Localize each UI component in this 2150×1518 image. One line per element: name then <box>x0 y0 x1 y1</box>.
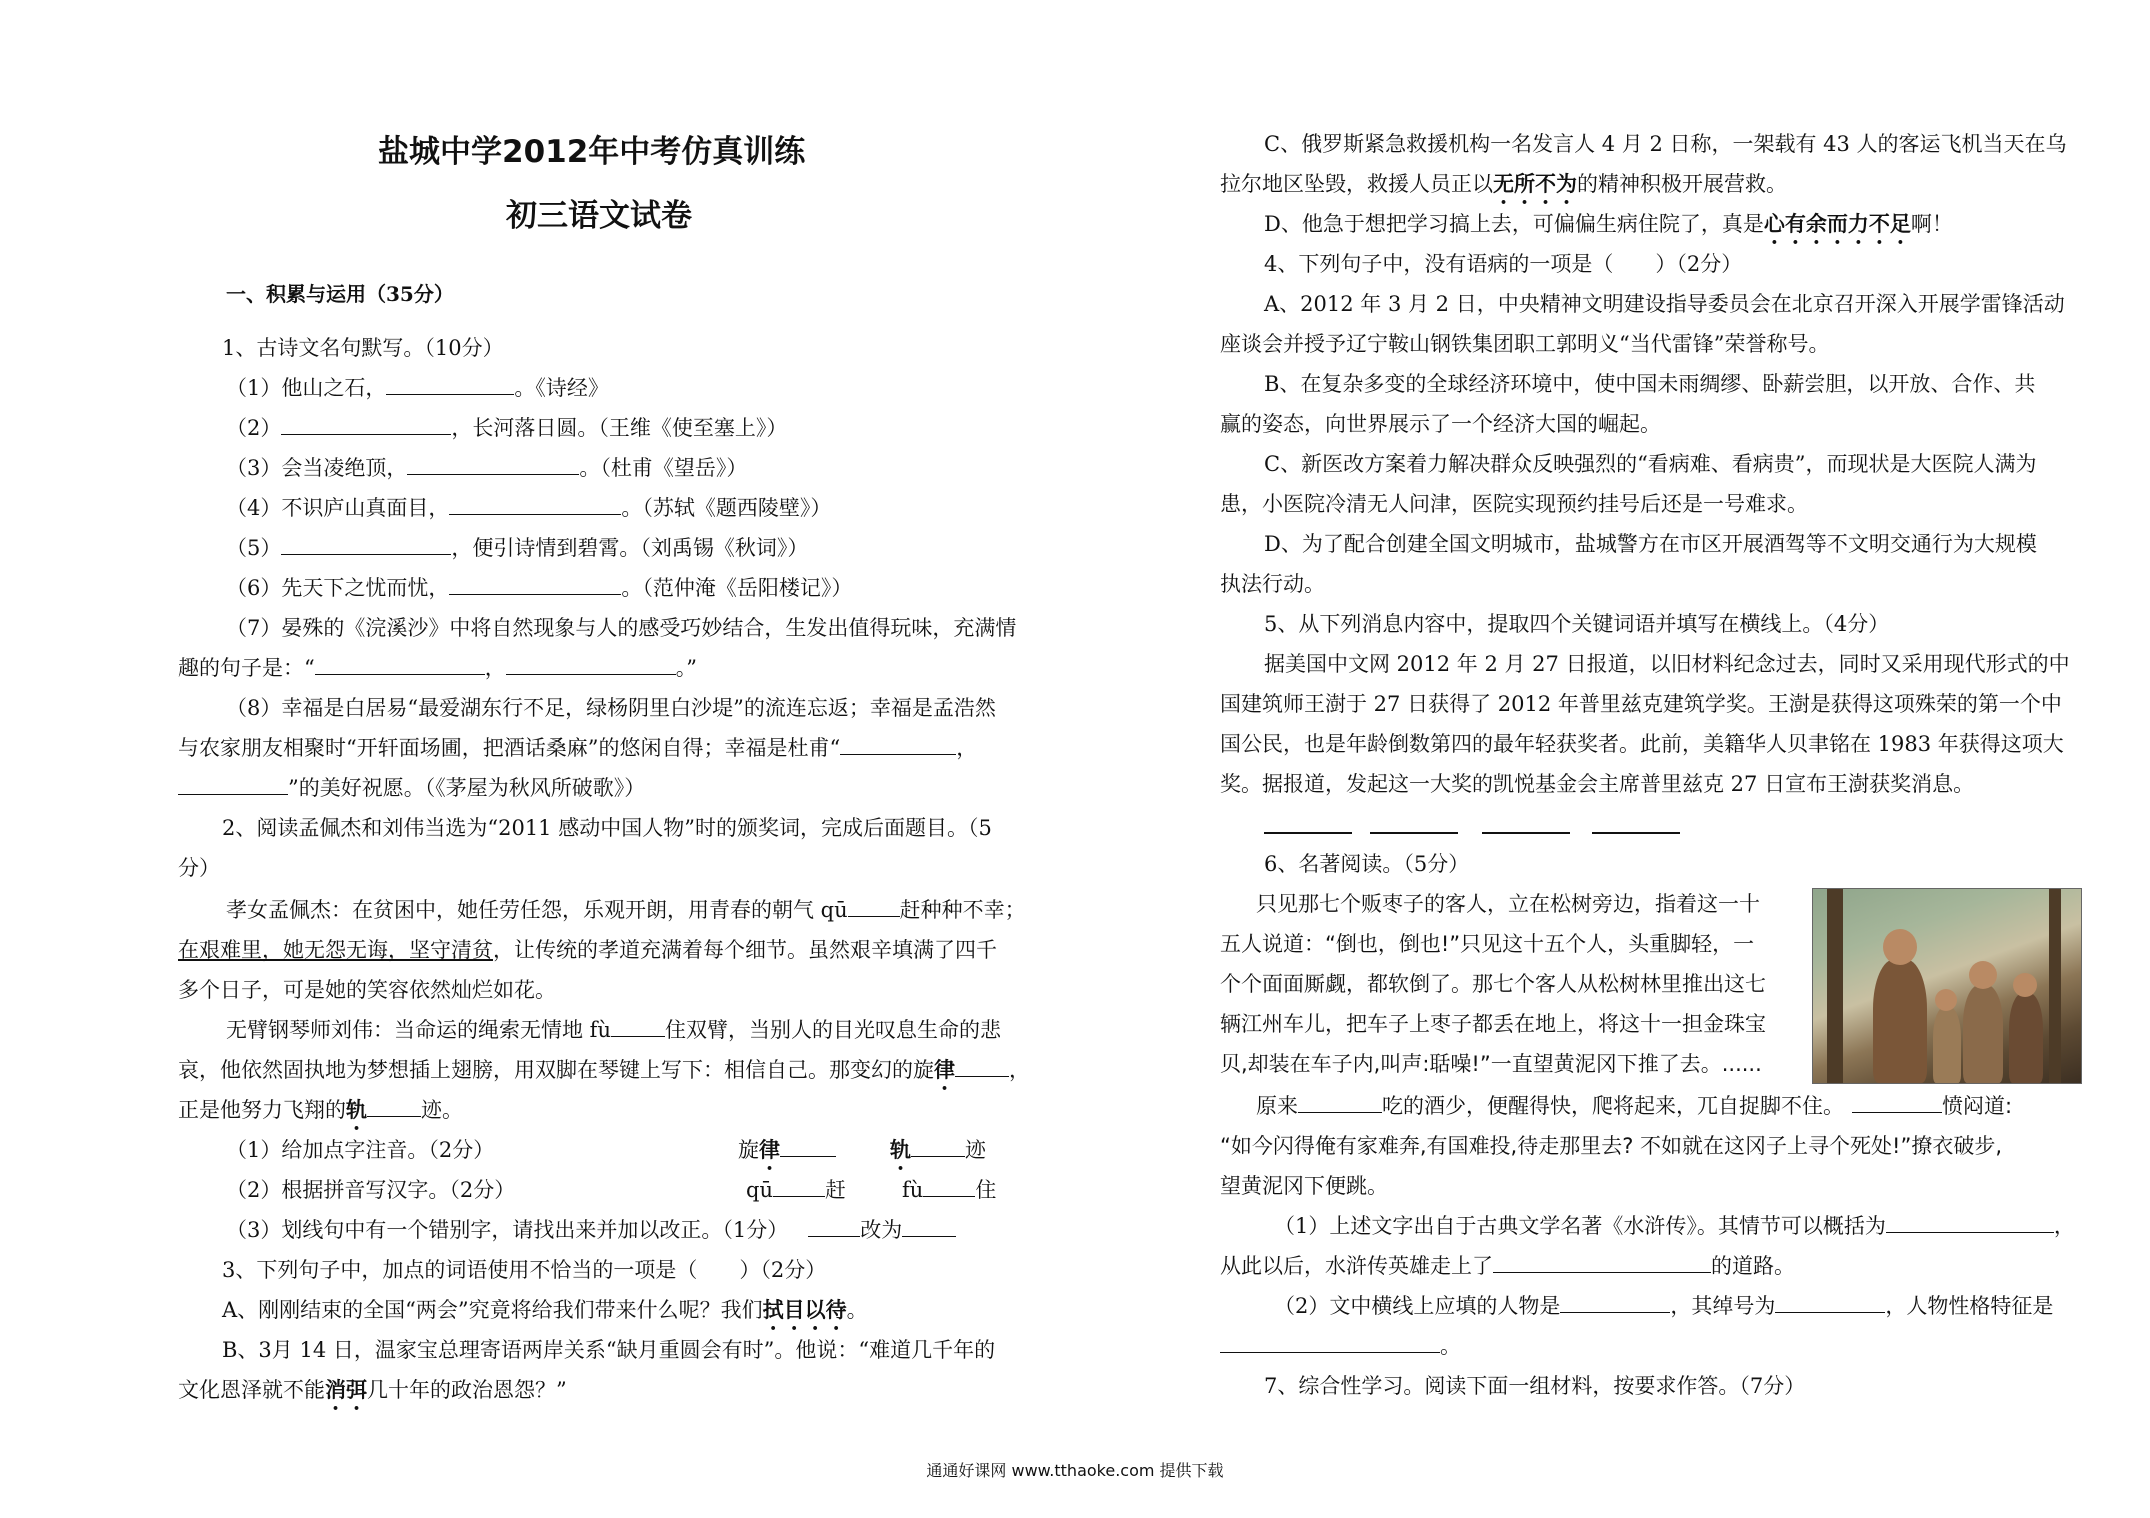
q1-item-7-line1: （7）晏殊的《浣溪沙》中将自然现象与人的感受巧妙结合，生发出值得玩味，充满情 <box>226 616 1017 640</box>
q1-item-2: （2） ，长河落日圆。（王维《使至塞上》） <box>226 416 788 440</box>
q2-sub1: （1）给加点字注音。（2分） <box>226 1138 495 1162</box>
q4-option-d-line2: 执法行动。 <box>1220 572 1325 596</box>
q5-passage-line1: 据美国中文网 2012 年 2 月 27 日报道，以旧材料纪念过去，同时又采用现代形式的中 <box>1264 652 2070 676</box>
novel-excerpt-line2: 五人说道：“倒也，倒也!”只见这十五个人，头重脚轻，一 <box>1220 932 1755 956</box>
q4-option-d-line1: D、为了配合创建全国文明城市，盐城警方在市区开展酒驾等不文明交通行为大规模 <box>1264 532 2037 556</box>
q4-option-c-line1: C、新医改方案着力解决群众反映强烈的“看病难、看病贵”，而现状是大医院人满为 <box>1264 452 2037 476</box>
q6-sub2-line1: （2）文中横线上应填的人物是 ，其绰号为 ，人物性格特征是 <box>1274 1294 2054 1318</box>
novel-excerpt-line3: 个个面面厮觑，都软倒了。那七个客人从松树林里推出这七 <box>1220 972 1766 996</box>
section-heading: 一、积累与运用（35分） <box>226 282 454 306</box>
novel-excerpt-line5: 贝,却装在车子内,叫声:聒噪!”一直望黄泥冈下推了去。...... <box>1220 1052 1762 1076</box>
passage-liu-line3: 正是他努力飞翔的轨 迹。 <box>178 1097 463 1122</box>
q2-sub1-word1: 旋律 <box>738 1136 836 1175</box>
question-2-cont: 分） <box>178 856 220 880</box>
novel-illustration <box>1812 888 2082 1084</box>
passage-meng-line2: 在艰难里，她无怨无诲，坚守清贫，让传统的孝道充满着每个细节。虽然艰辛填满了四千 <box>178 938 997 962</box>
q1-item-5: （5） ，便引诗情到碧霄。（刘禹锡《秋词》） <box>226 536 809 560</box>
question-2: 2、阅读孟佩杰和刘伟当选为“2011 感动中国人物”时的颁奖词，完成后面题目。（5 <box>222 816 992 840</box>
q3-option-c-line1: C、俄罗斯紧急救援机构一名发言人 4 月 2 日称，一架载有 43 人的客运飞机当天在乌 <box>1264 132 2067 156</box>
q3-option-b-line1: B、3月 14 日，温家宝总理寄语两岸关系“缺月重圆会有时”。他说：“难道几千年的 <box>222 1338 996 1362</box>
answer-blank-1[interactable] <box>1264 832 1352 834</box>
q2-sub2-word1: qū 赶 <box>746 1178 846 1202</box>
page-subtitle: 初三语文试卷 <box>506 198 692 234</box>
q3-option-a: A、刚刚结束的全国“两会”究竟将给我们带来什么呢？我们拭目以待。 <box>222 1297 868 1322</box>
passage-liu-line1: 无臂钢琴师刘伟：当命运的绳索无情地 fù 住双臂，当别人的目光叹息生命的悲 <box>226 1018 1001 1042</box>
question-6: 6、名著阅读。（5分） <box>1264 852 1470 876</box>
novel-excerpt-line8: 望黄泥冈下便跳。 <box>1220 1174 1388 1198</box>
novel-excerpt-line4: 辆江州车儿，把车子上枣子都丢在地上，将这十一担金珠宝 <box>1220 1012 1766 1036</box>
underlined-sentence: 在艰难里，她无怨无诲，坚守清贫 <box>178 938 493 962</box>
q5-passage-line4: 奖。据报道，发起这一大奖的凯悦基金会主席普里兹克 27 日宣布王澍获奖消息。 <box>1220 772 1975 796</box>
q5-passage-line2: 国建筑师王澍于 27 日获得了 2012 年普里兹克建筑学奖。王澍是获得这项殊荣的第一个中 <box>1220 692 2062 716</box>
question-4: 4、下列句子中，没有语病的一项是（ ）（2分） <box>1264 252 1743 276</box>
novel-excerpt-line6: 原来 吃的酒少，便醒得快，爬将起来，兀自捉脚不住。 愤闷道: <box>1256 1094 2013 1118</box>
q6-sub1-line2: 从此以后，水浒传英雄走上了 的道路。 <box>1220 1254 1795 1278</box>
q4-option-b-line2: 赢的姿态，向世界展示了一个经济大国的崛起。 <box>1220 412 1661 436</box>
answer-blank-4[interactable] <box>1592 832 1680 834</box>
q1-item-8-line3: ”的美好祝愿。（《茅屋为秋风所破歌》） <box>178 774 645 802</box>
novel-excerpt-line1: 只见那七个贩枣子的客人，立在松树旁边，指着这一十 <box>1256 892 1760 916</box>
q2-sub2: （2）根据拼音写汉字。（2分） <box>226 1178 516 1202</box>
q2-sub2-word2: fù 住 <box>902 1178 997 1202</box>
answer-blank-3[interactable] <box>1482 832 1570 834</box>
novel-excerpt-line7: “如今闪得俺有家难奔,有国难投,待走那里去? 不如就在这冈子上寻个死处!”撩衣破步, <box>1220 1134 2003 1158</box>
q2-sub1-word2: 轨 迹 <box>890 1137 986 1162</box>
q4-option-a-line2: 座谈会并授予辽宁鞍山钢铁集团职工郭明义“当代雷锋”荣誉称号。 <box>1220 332 1830 356</box>
q4-option-c-line2: 患，小医院冷清无人问津，医院实现预约挂号后还是一号难求。 <box>1220 492 1808 516</box>
passage-meng-line3: 多个日子，可是她的笑容依然灿烂如花。 <box>178 978 556 1002</box>
passage-meng-line1: 孝女孟佩杰：在贫困中，她任劳任怨，乐观开朗，用青春的朝气 qū 赶种种不幸； <box>226 898 1026 922</box>
passage-liu-line2: 哀，他依然固执地为梦想插上翅膀，用双脚在琴键上写下：相信自己。那变幻的旋律 ， <box>178 1057 1030 1082</box>
q1-item-4: （4）不识庐山真面目， 。（苏轼《题西陵壁》） <box>226 496 832 520</box>
q1-item-6: （6）先天下之忧而忧， 。（范仲淹《岳阳楼记》） <box>226 576 853 600</box>
question-5: 5、从下列消息内容中，提取四个关键词语并填写在横线上。（4分） <box>1264 612 1890 636</box>
q1-item-7-line2: 趣的句子是：“ ， 。” <box>178 656 697 680</box>
q4-option-b-line1: B、在复杂多变的全球经济环境中，使中国未雨绸缪、卧薪尝胆，以开放、合作、共 <box>1264 372 2036 396</box>
q4-option-a-line1: A、2012 年 3 月 2 日，中央精神文明建设指导委员会在北京召开深入开展学雷锋活动 <box>1264 292 2065 316</box>
footer-source: 通通好课网 www.tthaoke.com 提供下载 <box>926 1461 1224 1480</box>
question-3: 3、下列句子中，加点的词语使用不恰当的一项是（ ）（2分） <box>222 1258 827 1282</box>
q6-sub1-line1: （1）上述文字出自于古典文学名著《水浒传》。其情节可以概括为 ， <box>1274 1214 2075 1238</box>
q3-option-b-line2: 文化恩泽就不能消弭几十年的政治恩怨？” <box>178 1377 567 1402</box>
q1-item-3: （3）会当凌绝顶， 。（杜甫《望岳》） <box>226 456 748 480</box>
q5-passage-line3: 国公民，也是年龄倒数第四的最年轻获奖者。此前，美籍华人贝聿铭在 1983 年获得这项大 <box>1220 732 2064 756</box>
q3-option-d: D、他急于想把学习搞上去，可偏偏生病住院了，真是心有余而力不足啊！ <box>1264 211 1953 236</box>
question-7: 7、综合性学习。阅读下面一组材料，按要求作答。（7分） <box>1264 1374 1806 1398</box>
q2-sub3: （3）划线句中有一个错别字，请找出来并加以改正。（1分） 改为 <box>226 1216 956 1244</box>
q1-item-8-line1: （8）幸福是白居易“最爱湖东行不足，绿杨阴里白沙堤”的流连忘返；幸福是孟浩然 <box>226 696 996 720</box>
question-1: 1、古诗文名句默写。（10分） <box>222 336 504 360</box>
q6-sub2-line2: 。 <box>1220 1332 1461 1360</box>
answer-blank-2[interactable] <box>1370 832 1458 834</box>
q1-item-8-line2: 与农家朋友相聚时“开轩面场圃，把酒话桑麻”的悠闲自得；幸福是杜甫“ ， <box>178 736 978 760</box>
q3-option-c-line2: 拉尔地区坠毁，救援人员正以无所不为的精神积极开展营救。 <box>1220 171 1787 196</box>
page-title: 盐城中学2012年中考仿真训练 <box>378 134 806 170</box>
q1-item-1: （1）他山之石， 。《诗经》 <box>226 376 609 400</box>
